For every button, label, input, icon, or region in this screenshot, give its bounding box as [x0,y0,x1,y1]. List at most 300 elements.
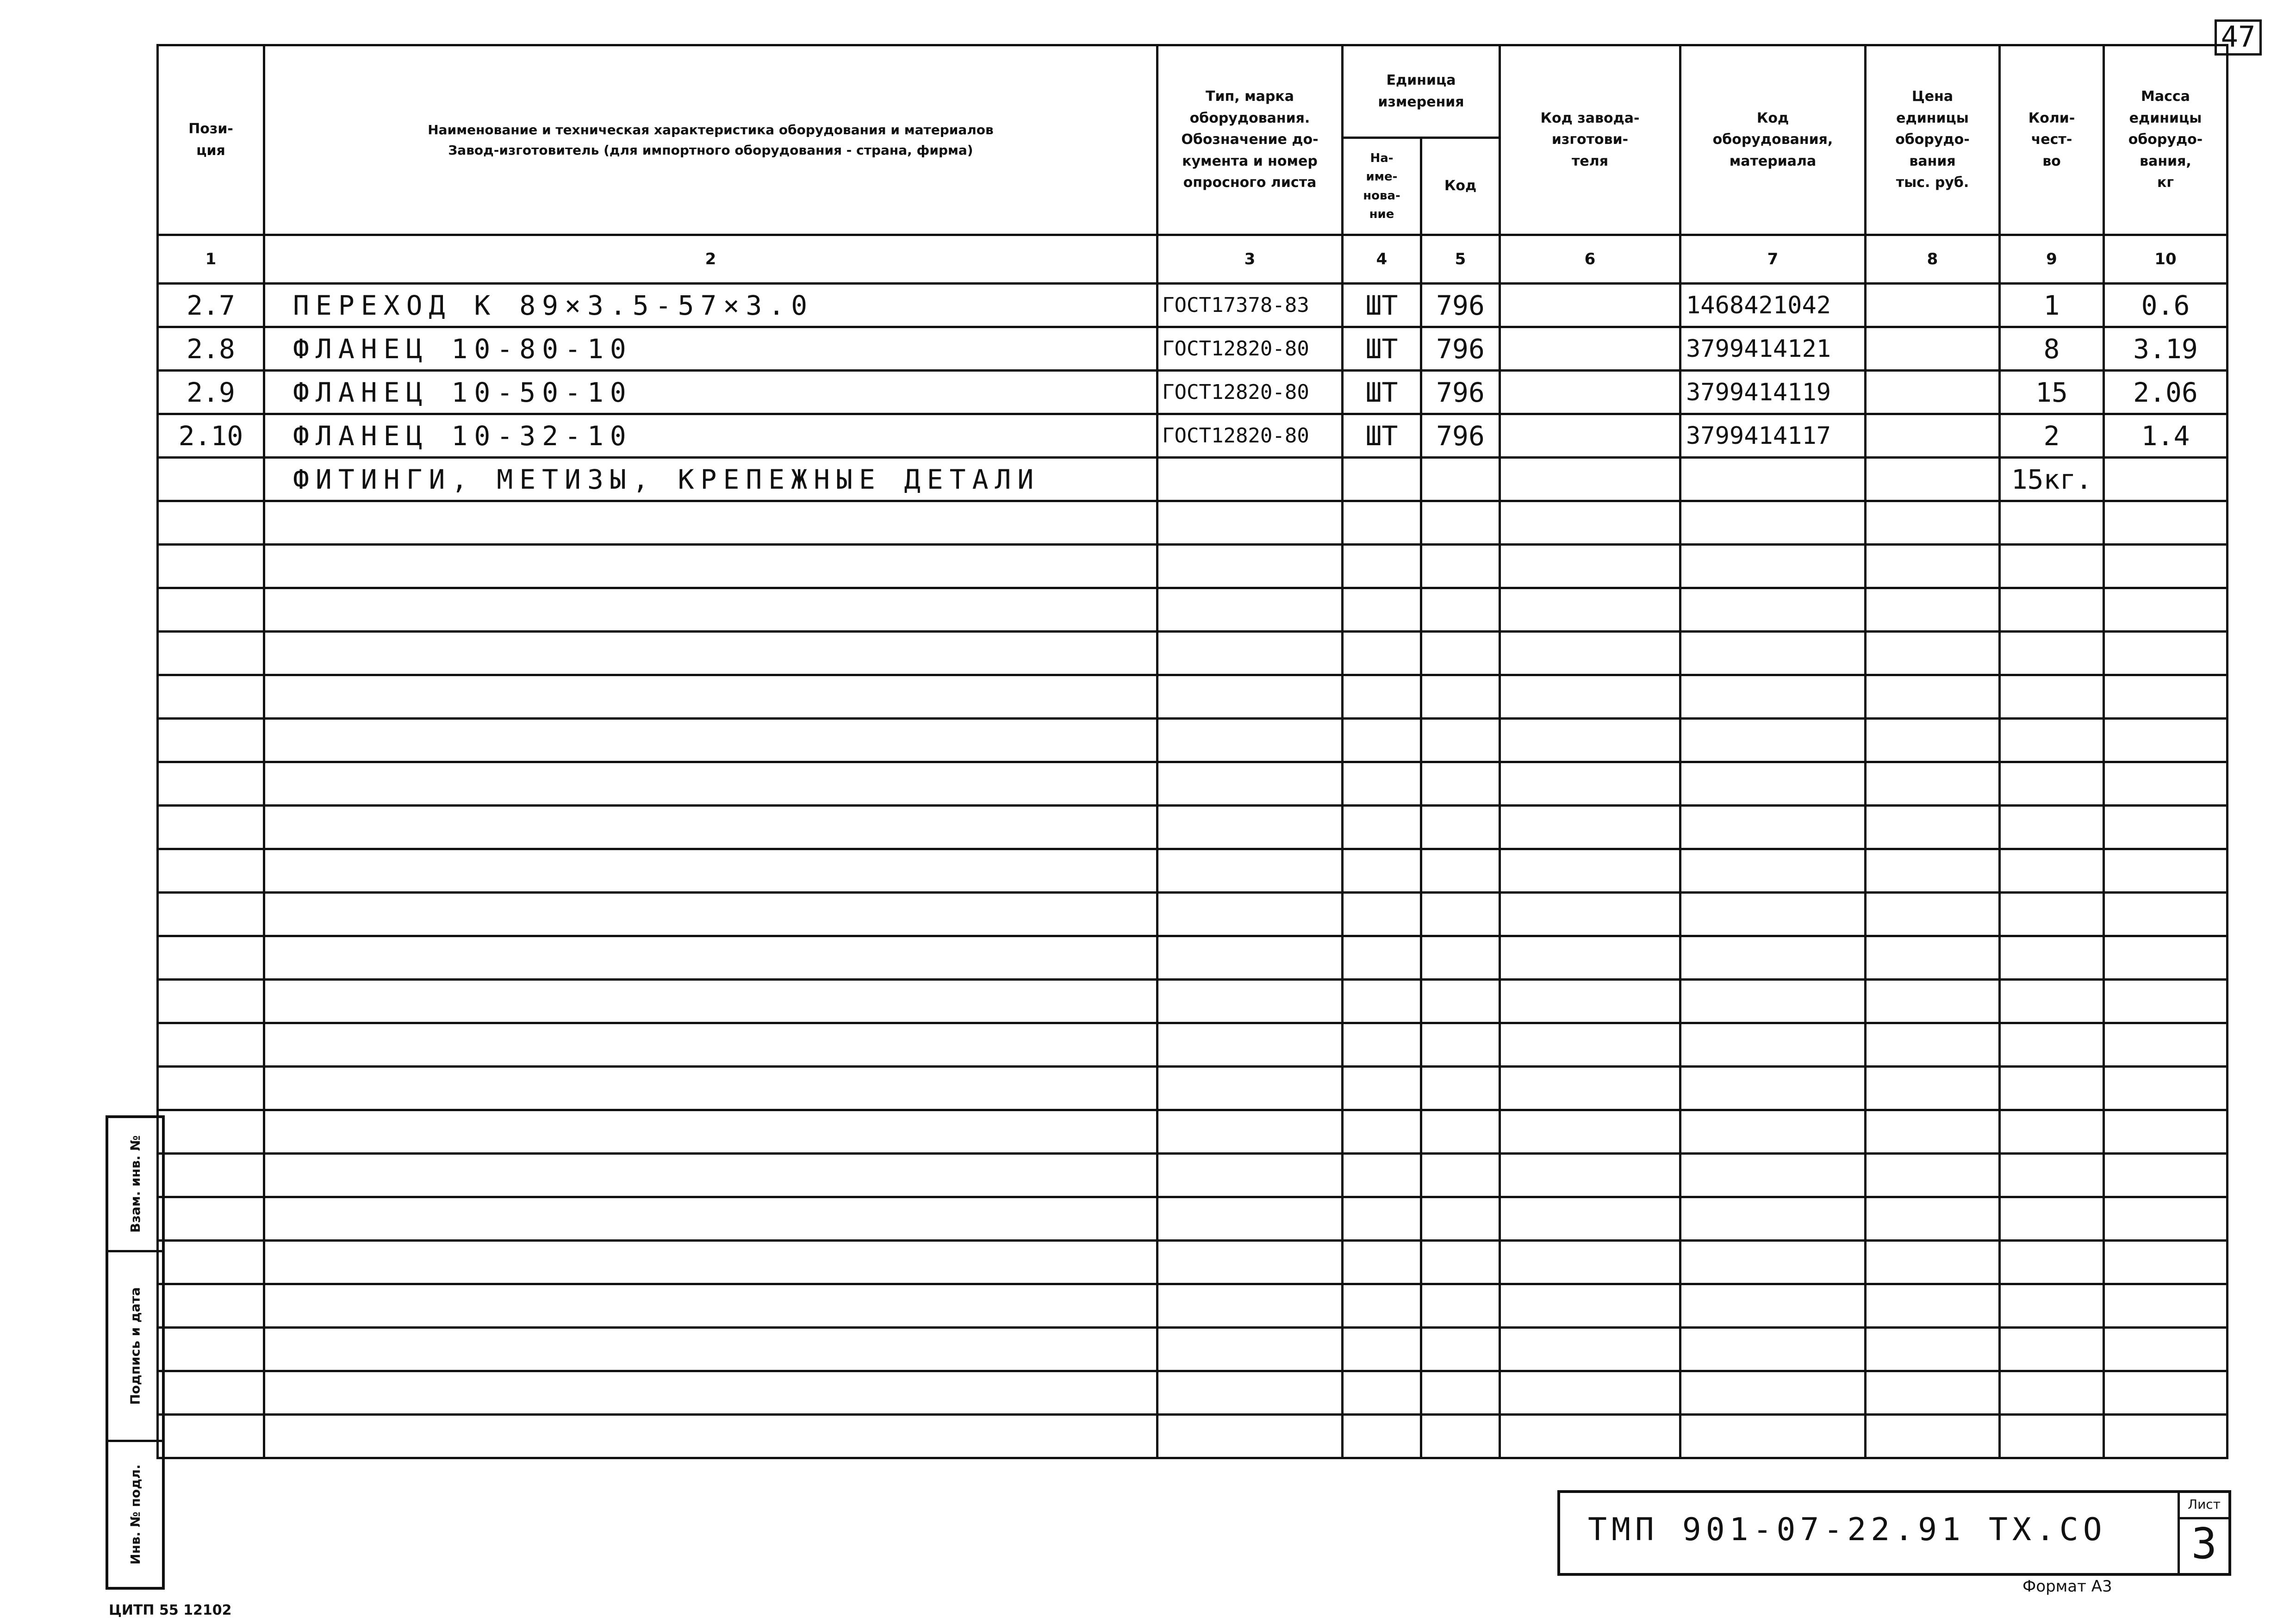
empty-cell [158,762,264,806]
empty-cell [1421,936,1500,980]
empty-cell [1866,1067,2000,1110]
empty-cell [1343,1371,1421,1415]
empty-cell [1343,675,1421,719]
empty-cell [158,1328,264,1371]
empty-cell [2000,1110,2104,1154]
empty-cell [1421,980,1500,1023]
empty-cell [1500,1067,1680,1110]
empty-cell [1866,762,2000,806]
sheet-number: 3 [2191,1519,2217,1568]
empty-cell [1500,1154,1680,1197]
empty-cell [264,1371,1157,1415]
cell-unit-code: 796 [1421,371,1500,414]
cell-unit: ШТ [1343,414,1421,458]
empty-cell [2104,588,2228,632]
empty-cell [1500,719,1680,762]
empty-cell [158,545,264,588]
empty-cell [1421,1023,1500,1067]
empty-row [158,1197,2228,1241]
empty-cell [158,719,264,762]
column-number: 5 [1421,235,1500,284]
cell-unit [1343,458,1421,501]
empty-cell [1421,1110,1500,1154]
cell-manufacturer-code [1500,458,1680,501]
empty-cell [1421,849,1500,893]
empty-cell [1500,588,1680,632]
cell-unit: ШТ [1343,371,1421,414]
empty-row [158,719,2228,762]
column-number-row [158,235,2228,284]
cell-unit-code: 796 [1421,414,1500,458]
cell-quantity: 2 [2000,414,2104,458]
empty-cell [1343,1197,1421,1241]
empty-row [158,501,2228,545]
empty-cell [264,1415,1157,1458]
empty-cell [1866,1154,2000,1197]
empty-cell [2104,1110,2228,1154]
cell-mass: 0.6 [2104,284,2228,327]
header-unit-code: Код [1421,138,1500,235]
header-mass: Масса единицы оборудо- вания, кг [2104,45,2228,235]
empty-cell [1343,1154,1421,1197]
table-row [158,327,2228,371]
empty-cell [1866,1197,2000,1241]
empty-cell [158,980,264,1023]
empty-cell [158,588,264,632]
empty-cell [2104,806,2228,849]
empty-cell [1500,1371,1680,1415]
empty-cell [2104,1241,2228,1284]
cell-price [1866,458,2000,501]
empty-row [158,588,2228,632]
empty-cell [264,1110,1157,1154]
empty-cell [1500,1415,1680,1458]
empty-cell [1866,1328,2000,1371]
empty-cell [1500,1241,1680,1284]
cell-document: ГОСТ12820-80 [1157,371,1343,414]
empty-cell [1157,632,1343,675]
document-code: ТМП 901-07-22.91 ТХ.СО [1588,1511,2107,1548]
cell-quantity: 15 [2000,371,2104,414]
empty-cell [1680,1241,1866,1284]
empty-cell [1680,719,1866,762]
empty-cell [1500,936,1680,980]
empty-cell [1680,1067,1866,1110]
cell-price [1866,284,2000,327]
cell-material-code: 3799414117 [1680,414,1866,458]
empty-cell [1343,893,1421,936]
empty-cell [1157,1371,1343,1415]
empty-cell [2104,1415,2228,1458]
header-unit-name: На- име- нова- ние [1343,138,1421,235]
cell-document: ГОСТ17378-83 [1157,284,1343,327]
empty-cell [1866,719,2000,762]
empty-cell [158,1110,264,1154]
empty-cell [2104,893,2228,936]
side-cell-inventory [108,1442,162,1587]
empty-cell [1343,632,1421,675]
empty-cell [2000,588,2104,632]
column-number: 10 [2104,235,2228,284]
empty-cell [2104,1284,2228,1328]
empty-cell [1421,1284,1500,1328]
empty-cell [1157,1023,1343,1067]
empty-cell [2000,1023,2104,1067]
header-type: Тип, марка оборудования. Обозначение до- кумента и номер опросного листа [1157,45,1343,235]
empty-cell [264,849,1157,893]
empty-row [158,1154,2228,1197]
empty-row [158,936,2228,980]
empty-cell [158,1197,264,1241]
cell-document [1157,458,1343,501]
empty-cell [264,1284,1157,1328]
empty-cell [1866,1241,2000,1284]
empty-cell [1343,1328,1421,1371]
empty-cell [1157,893,1343,936]
empty-cell [1343,980,1421,1023]
empty-cell [1421,1328,1500,1371]
empty-cell [1680,1415,1866,1458]
header-price: Цена единицы оборудо- вания тыс. руб. [1866,45,2000,235]
header-unit-group: Единица измерения [1343,45,1500,138]
cell-mass: 2.06 [2104,371,2228,414]
empty-cell [2104,936,2228,980]
empty-cell [1866,936,2000,980]
print-code: ЦИТП 55 12102 [109,1602,232,1618]
format-note: Формат А3 [2022,1577,2112,1596]
empty-cell [158,1284,264,1328]
empty-cell [1157,849,1343,893]
empty-cell [1421,1241,1500,1284]
empty-cell [2000,632,2104,675]
empty-cell [2104,1154,2228,1197]
empty-cell [1343,588,1421,632]
empty-row [158,1371,2228,1415]
empty-cell [2000,806,2104,849]
column-number: 2 [264,235,1157,284]
empty-cell [1421,1154,1500,1197]
cell-quantity: 15кг. [2000,458,2104,501]
empty-cell [1421,632,1500,675]
empty-cell [2104,719,2228,762]
empty-cell [1500,806,1680,849]
cell-manufacturer-code [1500,327,1680,371]
empty-cell [1343,501,1421,545]
empty-row [158,806,2228,849]
empty-cell [1421,501,1500,545]
empty-cell [158,1415,264,1458]
empty-row [158,1067,2228,1110]
cell-mass: 1.4 [2104,414,2228,458]
empty-cell [1866,588,2000,632]
empty-cell [1421,806,1500,849]
empty-cell [2000,936,2104,980]
empty-cell [1157,1067,1343,1110]
empty-cell [1421,893,1500,936]
empty-cell [2000,1284,2104,1328]
empty-cell [1680,1197,1866,1241]
table-row [158,458,2228,501]
side-label: Подпись и дата [127,1287,143,1405]
empty-cell [2104,632,2228,675]
empty-cell [2000,1415,2104,1458]
empty-cell [2000,1371,2104,1415]
cell-unit: ШТ [1343,327,1421,371]
empty-cell [264,588,1157,632]
empty-cell [2104,980,2228,1023]
empty-cell [1157,588,1343,632]
empty-row [158,1023,2228,1067]
cell-manufacturer-code [1500,284,1680,327]
table-row [158,284,2228,327]
empty-cell [264,1023,1157,1067]
empty-cell [2104,1328,2228,1371]
empty-cell [158,501,264,545]
empty-cell [158,806,264,849]
empty-cell [158,632,264,675]
empty-cell [2000,1067,2104,1110]
table-row [158,414,2228,458]
empty-cell [2000,675,2104,719]
side-stamp-strip [106,1115,165,1590]
empty-cell [1680,545,1866,588]
cell-manufacturer-code [1500,414,1680,458]
header-quantity: Коли- чест- во [2000,45,2104,235]
empty-cell [1157,1241,1343,1284]
empty-cell [158,936,264,980]
empty-cell [264,936,1157,980]
cell-name: ФИТИНГИ, МЕТИЗЫ, КРЕПЕЖНЫЕ ДЕТАЛИ [264,458,1157,501]
empty-cell [1421,762,1500,806]
column-number: 3 [1157,235,1343,284]
side-cell-signature [108,1252,162,1442]
header-material-code: Код оборудования, материала [1680,45,1866,235]
column-number: 1 [158,235,264,284]
empty-cell [264,1328,1157,1371]
empty-cell [1500,1023,1680,1067]
empty-cell [1421,1371,1500,1415]
empty-cell [1680,588,1866,632]
table-row [158,371,2228,414]
empty-cell [2000,501,2104,545]
title-stamp [1557,1490,2231,1576]
empty-cell [158,849,264,893]
empty-cell [2000,762,2104,806]
empty-cell [264,1241,1157,1284]
cell-unit-code: 796 [1421,327,1500,371]
empty-cell [1500,893,1680,936]
empty-cell [1343,1415,1421,1458]
empty-cell [2104,849,2228,893]
empty-cell [1157,980,1343,1023]
empty-cell [1680,1328,1866,1371]
empty-row [158,1328,2228,1371]
empty-cell [1157,1197,1343,1241]
empty-cell [1500,1197,1680,1241]
empty-cell [158,1371,264,1415]
cell-name: ФЛАНЕЦ 10-80-10 [264,327,1157,371]
page-number: 47 [2215,19,2262,56]
empty-cell [264,1067,1157,1110]
cell-unit: ШТ [1343,284,1421,327]
empty-cell [2000,1328,2104,1371]
cell-quantity: 8 [2000,327,2104,371]
empty-cell [1680,806,1866,849]
empty-cell [2000,1241,2104,1284]
empty-cell [264,632,1157,675]
empty-cell [1500,632,1680,675]
empty-cell [1680,980,1866,1023]
empty-cell [1500,545,1680,588]
empty-cell [1157,675,1343,719]
empty-cell [1866,893,2000,936]
empty-cell [264,806,1157,849]
empty-cell [158,1023,264,1067]
empty-cell [1680,1110,1866,1154]
cell-price [1866,327,2000,371]
empty-cell [1343,1284,1421,1328]
empty-cell [2104,545,2228,588]
empty-cell [264,893,1157,936]
empty-cell [1500,1110,1680,1154]
empty-cell [1680,501,1866,545]
empty-cell [2000,980,2104,1023]
empty-cell [1680,893,1866,936]
empty-cell [1680,849,1866,893]
cell-quantity: 1 [2000,284,2104,327]
cell-mass [2104,458,2228,501]
empty-cell [1157,762,1343,806]
cell-material-code: 1468421042 [1680,284,1866,327]
empty-cell [1157,719,1343,762]
empty-cell [2000,719,2104,762]
empty-row [158,675,2228,719]
empty-cell [1157,1110,1343,1154]
cell-price [1866,414,2000,458]
empty-cell [2104,1197,2228,1241]
cell-document: ГОСТ12820-80 [1157,414,1343,458]
side-cell-replacement [108,1118,162,1252]
empty-cell [1157,1415,1343,1458]
empty-cell [1421,1415,1500,1458]
empty-row [158,1284,2228,1328]
empty-cell [1421,719,1500,762]
empty-cell [1866,1371,2000,1415]
empty-cell [264,762,1157,806]
column-number: 4 [1343,235,1421,284]
empty-cell [1866,980,2000,1023]
empty-cell [1866,806,2000,849]
header-manufacturer-code: Код завода- изготови- теля [1500,45,1680,235]
empty-cell [158,1241,264,1284]
empty-cell [1343,1023,1421,1067]
empty-cell [1343,762,1421,806]
empty-cell [2104,501,2228,545]
empty-cell [2104,1067,2228,1110]
empty-cell [2000,545,2104,588]
empty-rows [158,501,2228,1458]
empty-cell [1680,762,1866,806]
empty-cell [158,1067,264,1110]
column-number: 8 [1866,235,2000,284]
empty-cell [1343,1241,1421,1284]
empty-cell [1157,806,1343,849]
empty-row [158,1415,2228,1458]
empty-cell [1680,1023,1866,1067]
empty-cell [1157,1284,1343,1328]
cell-name: ФЛАНЕЦ 10-50-10 [264,371,1157,414]
empty-cell [1866,1415,2000,1458]
empty-row [158,1241,2228,1284]
cell-position: 2.8 [158,327,264,371]
empty-cell [1343,849,1421,893]
empty-cell [1500,501,1680,545]
empty-cell [1500,980,1680,1023]
empty-row [158,980,2228,1023]
empty-cell [1866,545,2000,588]
empty-cell [1866,1284,2000,1328]
empty-cell [264,1154,1157,1197]
empty-row [158,1110,2228,1154]
empty-cell [158,1154,264,1197]
cell-unit-code [1421,458,1500,501]
cell-price [1866,371,2000,414]
cell-material-code: 3799414119 [1680,371,1866,414]
column-number: 9 [2000,235,2104,284]
column-number: 6 [1500,235,1680,284]
cell-unit-code: 796 [1421,284,1500,327]
cell-name: ФЛАНЕЦ 10-32-10 [264,414,1157,458]
side-label: Взам. инв. № [127,1135,143,1233]
empty-row [158,893,2228,936]
cell-name: ПЕРЕХОД К 89×3.5-57×3.0 [264,284,1157,327]
empty-cell [1866,675,2000,719]
empty-cell [1421,1197,1500,1241]
empty-cell [1680,1154,1866,1197]
empty-cell [1866,1023,2000,1067]
empty-cell [264,545,1157,588]
cell-material-code: 3799414121 [1680,327,1866,371]
header-row [158,45,2228,138]
empty-cell [264,719,1157,762]
empty-cell [1343,806,1421,849]
empty-cell [1500,675,1680,719]
column-number: 7 [1680,235,1866,284]
empty-cell [1157,501,1343,545]
empty-row [158,849,2228,893]
empty-cell [1680,1284,1866,1328]
empty-cell [264,675,1157,719]
empty-cell [1157,936,1343,980]
specification-table [156,44,2228,1459]
empty-cell [1421,545,1500,588]
empty-row [158,545,2228,588]
empty-cell [1680,1371,1866,1415]
empty-cell [264,980,1157,1023]
empty-cell [2104,675,2228,719]
sheet-box [2178,1493,2228,1573]
empty-cell [1157,1154,1343,1197]
empty-cell [1421,588,1500,632]
empty-cell [1500,1284,1680,1328]
empty-cell [158,675,264,719]
empty-cell [1343,545,1421,588]
header-position: Пози- ция [158,45,264,235]
empty-cell [1421,675,1500,719]
cell-mass: 3.19 [2104,327,2228,371]
empty-cell [2104,1371,2228,1415]
empty-cell [2104,762,2228,806]
